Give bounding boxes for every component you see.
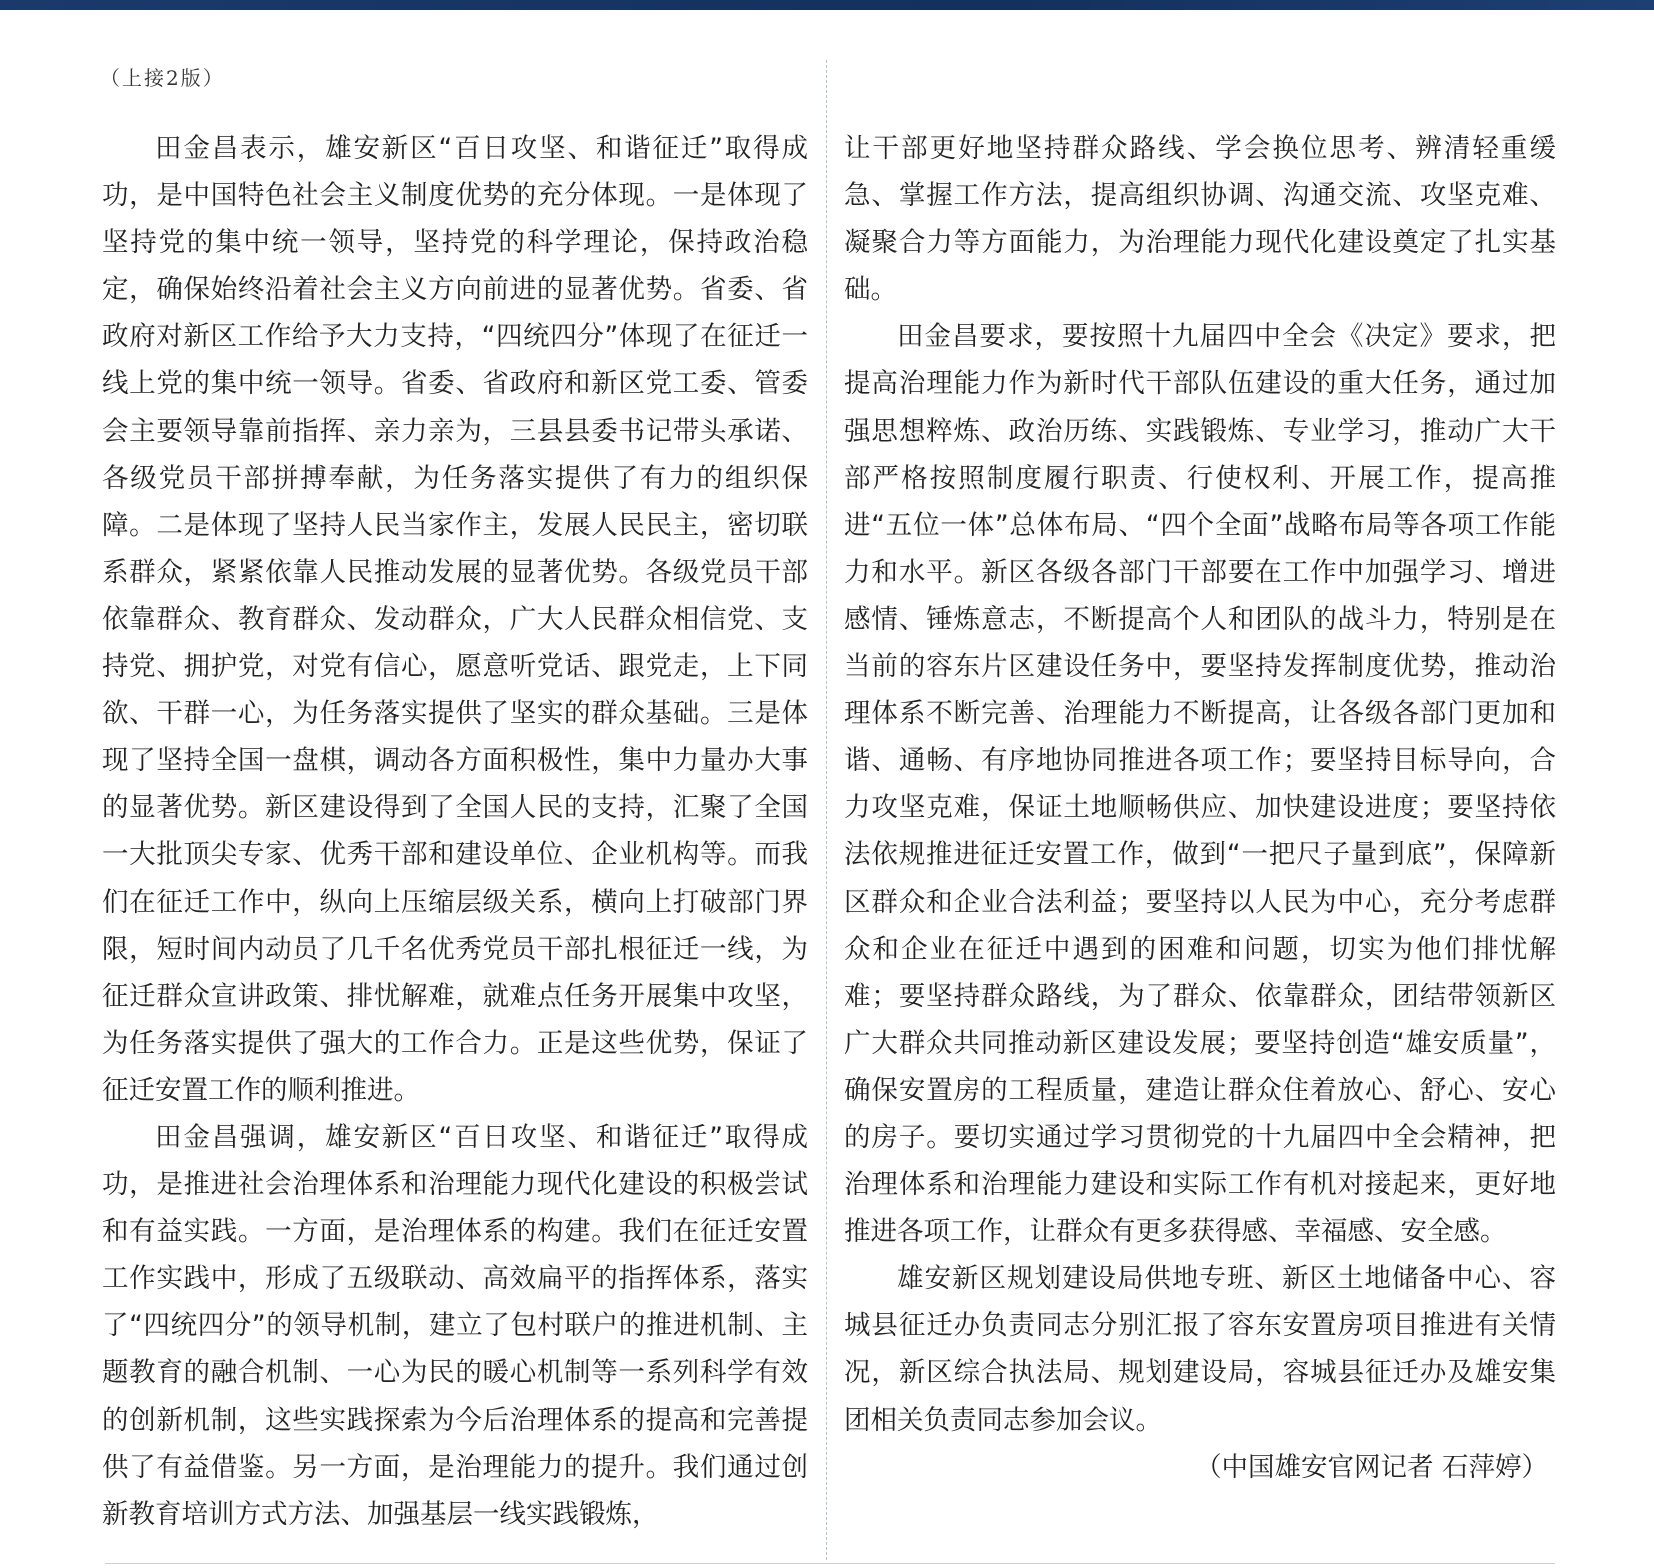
article-right-column	[844, 125, 1556, 1491]
paragraph-requirements: 田金昌要求，要按照十九届四中全会《决定》要求，把提高治理能力作为新时代干部队伍建设的重大任务，通过加强思想粹炼、政治历练、实践锻炼、专业学习，推动广大干部严格按照制度履行职责、行使权利、开展工作，提高推进“五位一体”总体布局、“四个全面”战略布局等各项工作能力和水平。新区各级各部门干部要在工作中加强学习、增进感情、锤炼意志，不断提高个人和团队的战斗力，特别是在当前的容东片区建设任务中，要坚持发挥制度优势，推动治理体系不断完善、治理能力不断提高，让各级各部门更加和谐、通畅、有序地协同推进各项工作；要坚持目标导向，合力攻坚克难，保证土地顺畅供应、加快建设进度；要坚持依法依规推进征迁安置工作，做到“一把尺子量到底”，保障新区群众和企业合法利益；要坚持以人民为中心，充分考虑群众和企业在征迁中遇到的困难和问题，切实为他们排忧解难；要坚持群众路线，为了群众、依靠群众，团结带领新区广大群众共同推动新区建设发展；要坚持创造“雄安质量”，确保安置房的工程质量，建造让群众住着放心、舒心、安心的房子。要切实通过学习贯彻党的十九届四中全会精神，把治理体系和治理能力建设和实际工作有机对接起来，更好地推进各项工作，让群众有更多获得感、幸福感、安全感。	[844, 321, 1556, 1248]
paragraph-continuation: 让干部更好地坚持群众路线、学会换位思考、辨清轻重缓急、掌握工作方法，提高组织协调、沟通交流、攻坚克难、凝聚合力等方面能力，为治理能力现代化建设奠定了扎实基础。	[844, 133, 1556, 306]
continued-from-note: （上接2版）	[100, 66, 225, 90]
column-divider	[826, 60, 827, 1560]
paragraph-meeting-attendees: 雄安新区规划建设局供地专班、新区土地储备中心、容城县征迁办负责同志分别汇报了容东安置房项目推进有关情况，新区综合执法局、规划建设局，容城县征迁办及雄安集团相关负责同志参加会议。	[844, 1263, 1556, 1436]
bottom-rule	[105, 1563, 1555, 1564]
paragraph-institutional-advantages: 田金昌表示，雄安新区“百日攻坚、和谐征迁”取得成功，是中国特色社会主义制度优势的充分体现。一是体现了坚持党的集中统一领导，坚持党的科学理论，保持政治稳定，确保始终沿着社会主义方向前进的显著优势。省委、省政府对新区工作给予大力支持，“四统四分”体现了在征迁一线上党的集中统一领导。省委、省政府和新区党工委、管委会主要领导靠前指挥、亲力亲为，三县县委书记带头承诺、各级党员干部拼搏奉献，为任务落实提供了有力的组织保障。二是体现了坚持人民当家作主，发展人民民主，密切联系群众，紧紧依靠人民推动发展的显著优势。各级党员干部依靠群众、教育群众、发动群众，广大人民群众相信党、支持党、拥护党，对党有信心，愿意听党话、跟党走，上下同欲、干群一心，为任务落实提供了坚实的群众基础。三是体现了坚持全国一盘棋，调动各方面积极性，集中力量办大事的显著优势。新区建设得到了全国人民的支持，汇聚了全国一大批顶尖专家、优秀干部和建设单位、企业机构等。而我们在征迁工作中，纵向上压缩层级关系，横向上打破部门界限，短时间内动员了几千名优秀党员干部扎根征迁一线，为征迁群众宣讲政策、排忧解难，就难点任务开展集中攻坚，为任务落实提供了强大的工作合力。正是这些优势，保证了征迁安置工作的顺利推进。	[102, 133, 808, 1106]
article-left-column	[102, 125, 808, 1538]
top-banner-bar	[0, 0, 1654, 10]
paragraph-governance-practice: 田金昌强调，雄安新区“百日攻坚、和谐征迁”取得成功，是推进社会治理体系和治理能力现代化建设的积极尝试和有益实践。一方面，是治理体系的构建。我们在征迁安置工作实践中，形成了五级联动、高效扁平的指挥体系，落实了“四统四分”的领导机制，建立了包村联户的推进机制、主题教育的融合机制、一心为民的暖心机制等一系列科学有效的创新机制，这些实践探索为今后治理体系的提高和完善提供了有益借鉴。另一方面，是治理能力的提升。我们通过创新教育培训方式方法、加强基层一线实践锻炼，	[102, 1121, 808, 1530]
reporter-byline: （中国雄安官网记者 石萍婷）	[1195, 1451, 1548, 1483]
